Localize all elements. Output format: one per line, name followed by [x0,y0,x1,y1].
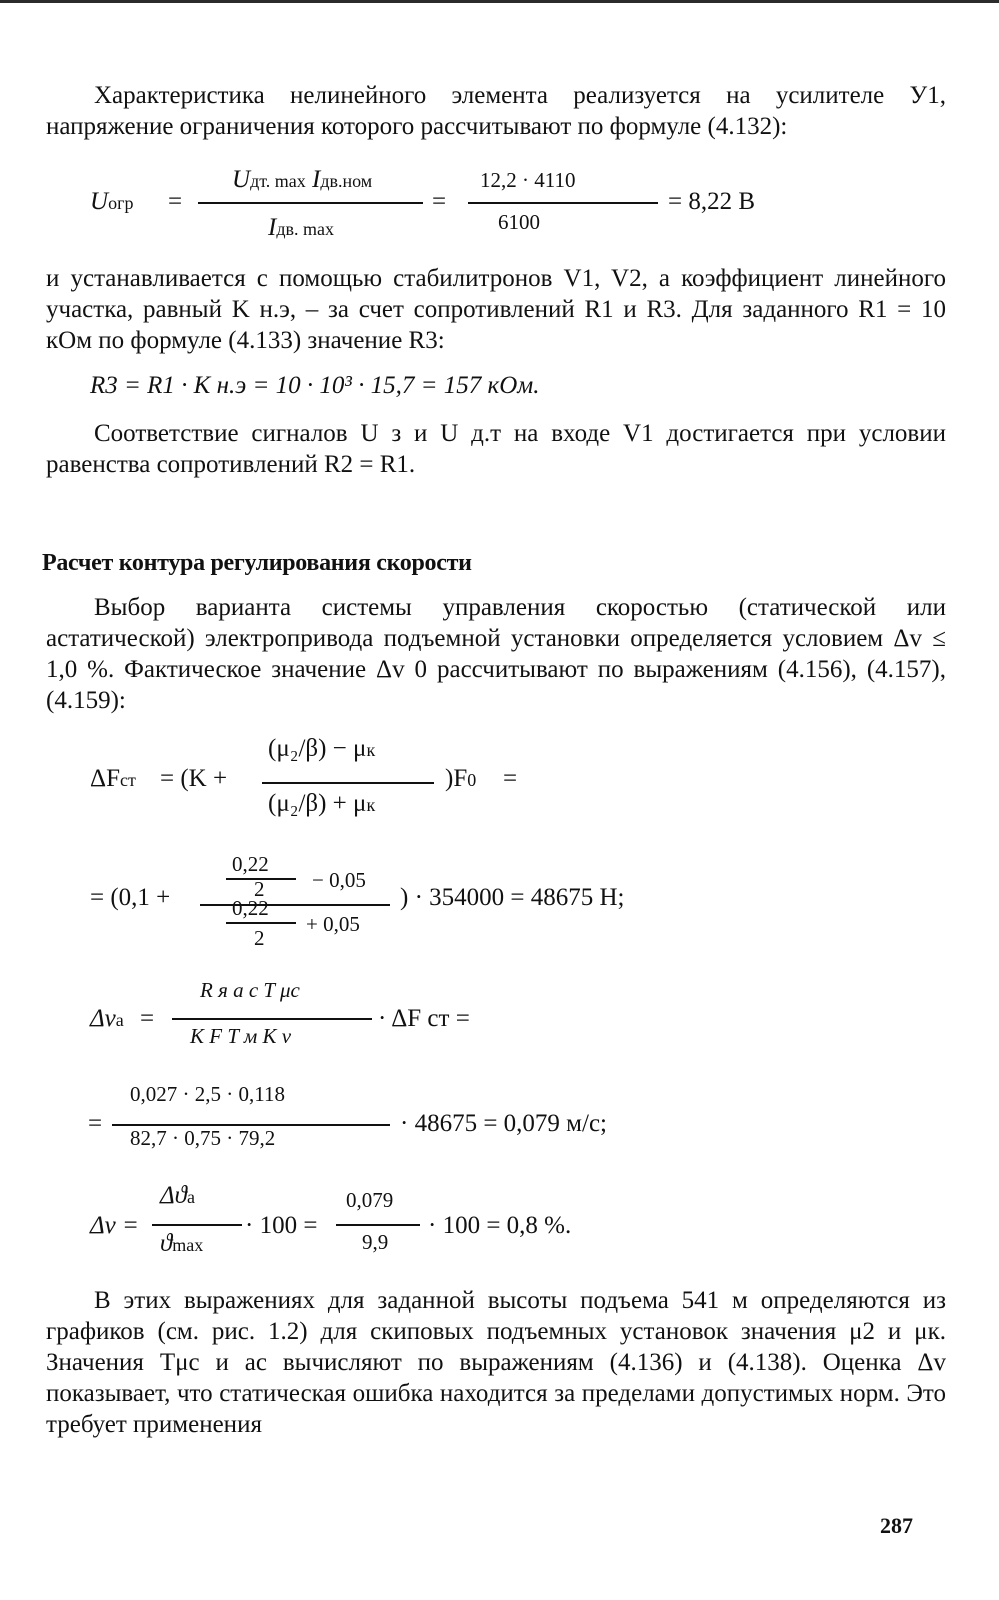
paragraph-1: Характеристика нелинейного элемента реализуется на усилителе У1, напряжение ограничения которого рассчитывают по формуле (4.132): [46,82,946,140]
page-number: 287 [880,1513,913,1538]
paragraph-5: В этих выражениях для заданной высоты подъема 541 м определяются из графиков (см. рис. 1.2) для скиповых подъемных установок значения μ2 и μк. Значения Tμс и aс вычисляют по выражениям (4.136) и (4.138). Оценка Δv показывает, что статическая ошибка находится за пределами допустимых норм. Это требует применения [46,1287,946,1438]
equation-r3: R3 = R1 · K н.э = 10 · 10³ · 15,7 = 157 кОм. [90,372,540,399]
paragraph-2: и устанавливается с помощью стабилитронов V1, V2, а коэффициент линейного участка, равный K н.э, – за счет сопротивлений R1 и R3. Для заданного R1 = 10 кОм по формуле (4.133) значение R3: [46,265,946,354]
paragraph-4: Выбор варианта системы управления скоростью (статической или астатической) электропривода подъемной установки определяется условием Δv ≤ 1,0 %. Фактическое значение Δv 0 рассчитывают по выражениям (4.156), (4.157), (4.159): [46,594,946,714]
section-heading: Расчет контура регулирования скорости [42,550,472,576]
top-border [0,0,999,3]
paragraph-3: Соответствие сигналов U з и U д.т на входе V1 достигается при условии равенства сопротивлений R2 = R1. [46,420,946,478]
